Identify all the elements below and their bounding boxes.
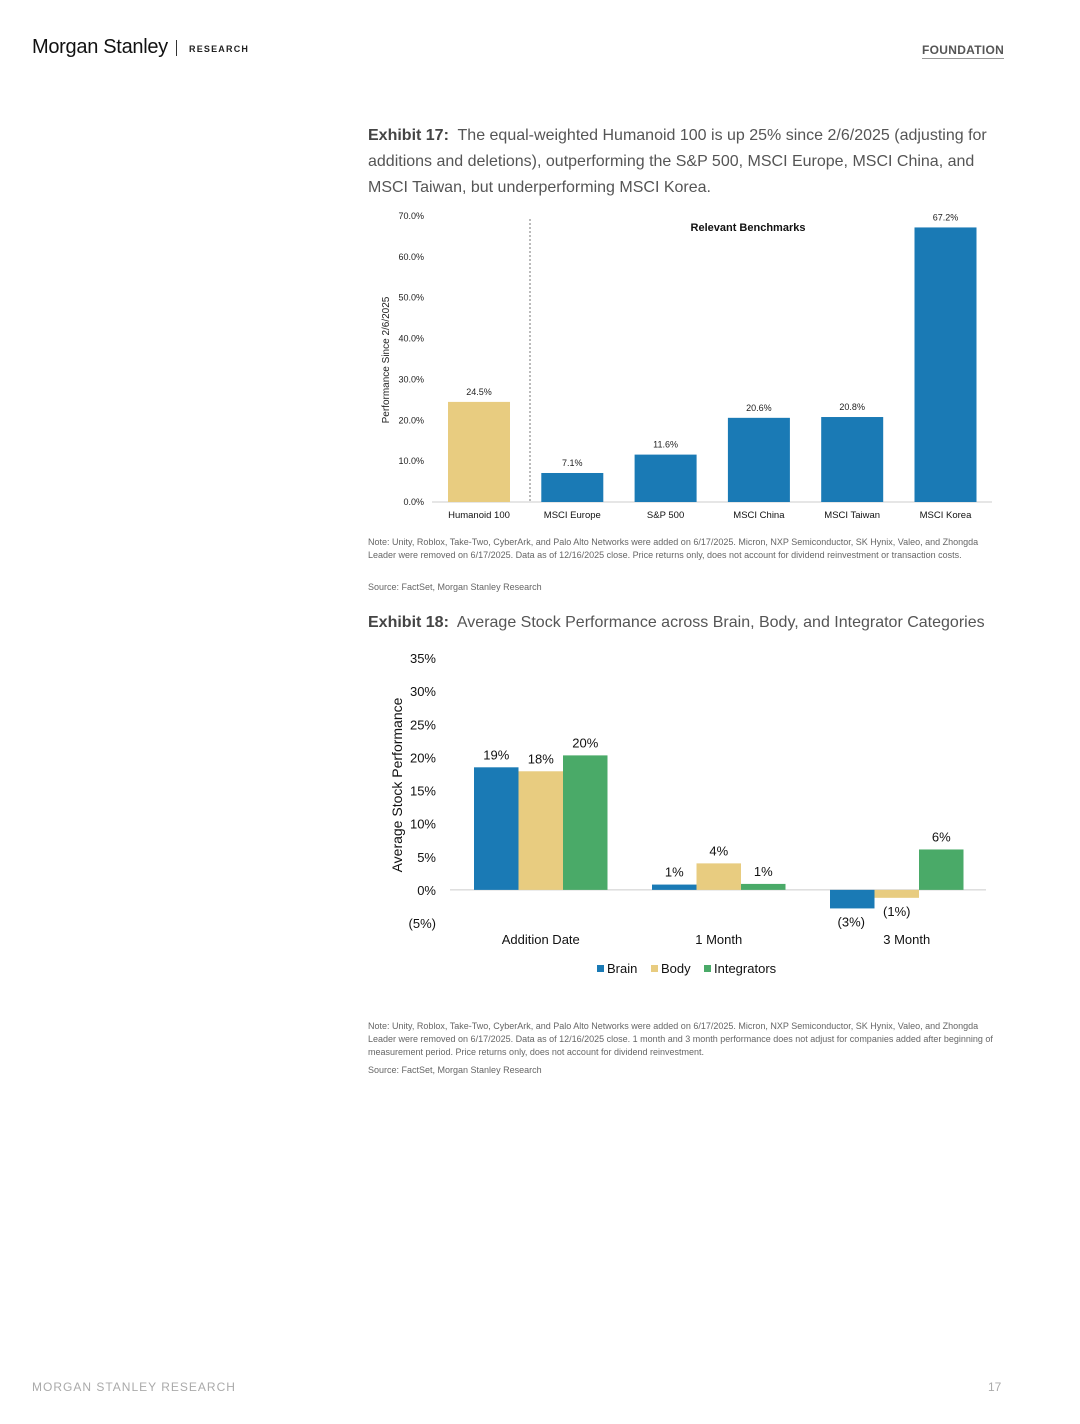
chart1-bar [915,227,977,502]
chart2-ytick: 5% [417,849,436,865]
chart2-bars [474,735,964,947]
chart2-data-label: 6% [931,829,951,845]
exhibit-18-chart [368,645,1008,990]
chart1-xtick: Humanoid 100 [448,510,510,521]
chart2-xtick: 1 Month [695,932,743,947]
chart1-bars [448,212,977,521]
chart1-xtick: MSCI Korea [919,510,972,521]
chart1-ytick: 0.0% [403,497,424,507]
exhibit-18-title-text: Average Stock Performance across Brain, Body, and Integrator Categories [456,614,985,631]
chart2-ytick: 35% [409,651,436,666]
footer-brand: MORGAN STANLEY RESEARCH [32,1380,236,1394]
exhibit-18-label: Exhibit 18: [368,614,449,631]
chart2-xtick: 3 Month [883,932,931,947]
chart1-bar [821,417,883,502]
chart2-bar [919,849,964,889]
category-label: FOUNDATION [922,43,1005,57]
chart2-data-label: 20% [572,735,599,751]
chart1-xtick: MSCI China [733,510,785,521]
chart2-legend-swatch [704,965,711,972]
chart1-xtick: MSCI Taiwan [824,510,881,521]
chart2-ylabel: Average Stock Performance [389,697,405,873]
chart2-ytick: 10% [409,816,436,832]
chart2-ytick: 25% [409,717,436,733]
section-label: RESEARCH [189,44,250,54]
chart1-bar [448,402,510,502]
exhibit-18-note: Note: Unity, Roblox, Take-Two, CyberArk, and Palo Alto Networks were added on 6/17/2025. Micron, NXP Semiconductor, SK Hynix, Valeo, and Zhongda Leader were removed on 6/17/2025. Data as of 12/16/2025 close. 1 month and 3 month performance does not adjust for companies added after beginning of measurement period. Price returns only, does not account for dividend reinvestment. [368,1021,993,1057]
exhibit-18-source: Source: FactSet, Morgan Stanley Research [368,1065,542,1075]
exhibit-17-chart [368,205,1008,525]
chart2-legend-label: Brain [607,961,638,976]
page-number: 17 [988,1380,1002,1394]
chart1-bar [635,455,697,502]
exhibit-18-title [368,610,1008,636]
chart2-data-label: 1% [753,863,773,879]
chart2-data-label: 19% [483,747,510,763]
chart2-data-label: 18% [527,751,554,767]
chart1-ytick: 10.0% [398,456,424,467]
chart2-xtick: Addition Date [501,932,580,947]
chart2-ytick: 15% [409,783,436,799]
chart2-ytick: 0% [417,882,436,898]
chart1-data-label: 20.6% [746,402,772,413]
chart2-bar [741,884,786,890]
chart2-bar [830,890,875,909]
chart1-data-label: 24.5% [466,386,492,397]
exhibit-17-title [368,123,1008,201]
exhibit-17-label: Exhibit 17: [368,127,449,144]
header-divider [176,40,177,56]
chart2-legend-label: Body [661,961,691,976]
chart1-bar [541,473,603,502]
chart1-data-label: 7.1% [562,457,583,468]
chart1-data-label: 67.2% [932,212,959,223]
chart1-ytick: 70.0% [398,211,424,221]
chart2-legend-swatch [651,965,658,972]
chart1-xtick: MSCI Europe [543,510,601,521]
chart2-data-label: 1% [664,864,684,880]
exhibit-17-note: Note: Unity, Roblox, Take-Two, CyberArk, and Palo Alto Networks were added on 6/17/2025. Micron, NXP Semiconductor, SK Hynix, Valeo, and Zhongda Leader were removed on 6/17/2025. Data as of 12/16/2025 close. Price returns only, does not account for dividend reinvestment or transaction costs. [368,537,979,560]
chart2-legend [597,961,777,976]
exhibit-17-source: Source: FactSet, Morgan Stanley Research [368,582,542,592]
brand-logo: Morgan Stanley [32,36,168,58]
chart2-ytick: 20% [409,750,436,766]
chart2-bar [875,890,920,898]
chart1-ytick: 30.0% [398,374,424,385]
chart2-ytick: (5%) [408,916,436,931]
chart1-bar [728,418,790,502]
exhibit-17-title-text: The equal-weighted Humanoid 100 is up 25% since 2/6/2025 (adjusting for additions and deletions), outperforming the S&P 500, MSCI Europe, MSCI China, and MSCI Taiwan, but underperforming MSCI Korea. [368,127,987,196]
chart1-data-label: 20.8% [839,402,865,413]
chart2-data-label: (3%) [837,914,865,930]
chart2-ytick: 30% [409,684,436,700]
chart1-ytick: 50.0% [398,292,424,303]
chart2-bar [519,771,564,890]
chart1-data-label: 11.6% [653,439,679,450]
chart2-data-label: (1%) [883,903,911,919]
chart2-data-label: 4% [709,843,729,859]
chart2-legend-swatch [597,965,604,972]
chart1-xtick: S&P 500 [646,510,685,521]
chart1-ytick: 60.0% [398,251,424,262]
chart2-legend-label: Integrators [714,961,777,976]
chart2-bar [474,767,519,890]
chart1-ylabel: Performance Since 2/6/2025 [381,296,392,424]
chart1-annotation: Relevant Benchmarks [690,222,806,234]
chart2-bar [652,885,697,890]
chart1-ytick: 20.0% [398,415,424,426]
chart1-ytick: 40.0% [398,333,424,344]
chart2-bar [697,863,742,890]
chart2-bar [563,755,608,889]
